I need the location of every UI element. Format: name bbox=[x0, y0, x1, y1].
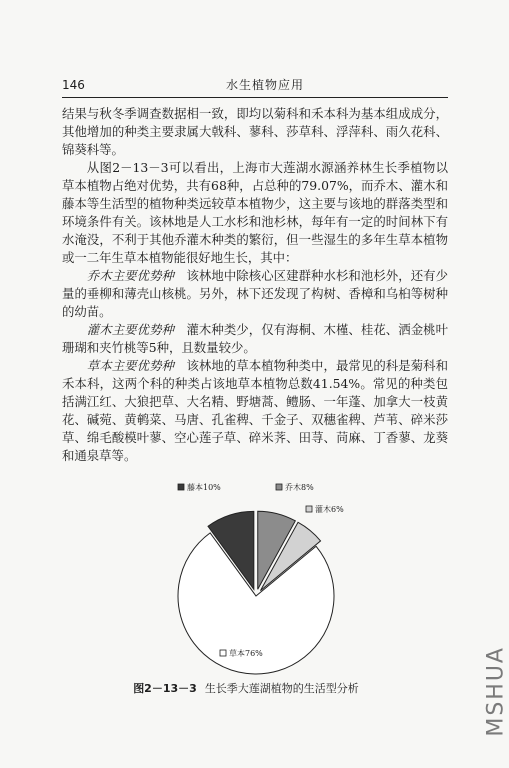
body-text bbox=[62, 105, 448, 465]
watermark: MSHUA bbox=[484, 646, 509, 737]
legend-swatch-3 bbox=[220, 650, 226, 656]
paragraph-2: 从图2－13－3可以看出，上海市大莲湖水源涵养林生长季植物以草本植物占绝对优势，共有68种，占总种的79.07%，而乔木、灌木和藤本等生活型的植物种类远较草本植物少，这主要与该地的群落类型和环境条件有关。该林地是人工水杉和池杉林，每年有一定的时间林下有水淹没，不利于其他乔灌木种类的繁衍，但一些湿生的多年生草本植物或一二年生草本植物能很好地生长，其中： bbox=[62, 160, 448, 265]
paragraph-3 bbox=[62, 267, 448, 321]
figure-caption-text: 生长季大莲湖植物的生活型分析 bbox=[204, 682, 359, 695]
pie-label-2: 灌木6% bbox=[315, 505, 344, 514]
paragraph-4 bbox=[62, 321, 448, 357]
running-title: 水生植物应用 bbox=[226, 78, 305, 92]
pie-label-0: 藤本10% bbox=[187, 483, 221, 492]
paragraph-4-text: 灌木种类少，仅有海桐、木槿、桂花、洒金桃叶珊瑚和夹竹桃等5种，且数量较少。 bbox=[62, 322, 449, 355]
pie-chart-svg bbox=[156, 478, 356, 678]
paragraph-3-text: 该林地中除核心区建群种水杉和池杉外，还有少量的垂柳和薄壳山核桃。另外，林下还发现了构树、香樟和乌桕等树种的幼苗。 bbox=[62, 268, 449, 319]
paragraph-5-text: 该林地的草本植物种类中，最常见的科是菊科和禾本科，这两个科的种类占该地草本植物总数41.54%。常见的种类包括满江红、大狼把草、大名精、野塘蒿、鳢肠、一年蓬、加拿大一枝黄花、碱菀、黄鹌菜、马唐、孔雀稗、千金子、双穗雀稗、芦苇、碎米莎草、绵毛酸模叶蓼、空心莲子草、碎米荠、田荨、苘麻、丁香蓼、龙葵和通泉草等。 bbox=[62, 358, 449, 463]
pie-chart bbox=[156, 478, 356, 678]
legend-swatch-0 bbox=[178, 484, 184, 490]
page-number: 146 bbox=[62, 78, 85, 92]
figure-number: 图2－13－3 bbox=[133, 682, 197, 695]
figure-caption bbox=[0, 680, 492, 696]
paragraph-3-lead: 乔木主要优势种 bbox=[86, 268, 174, 283]
pie-label-1: 乔木8% bbox=[285, 483, 314, 492]
header-rule bbox=[62, 97, 448, 98]
paragraph-5 bbox=[62, 357, 448, 465]
legend-swatch-2 bbox=[306, 506, 312, 512]
paragraph-5-lead: 草本主要优势种 bbox=[86, 358, 174, 373]
pie-label-3: 草本76% bbox=[229, 649, 263, 658]
paragraph-4-lead: 灌木主要优势种 bbox=[86, 322, 174, 337]
legend-swatch-1 bbox=[276, 484, 282, 490]
paragraph-1: 结果与秋冬季调查数据相一致，即均以菊科和禾本科为基本组成成分，其他增加的种类主要隶属大戟科、蓼科、莎草科、浮萍科、雨久花科、锦葵科等。 bbox=[62, 106, 448, 157]
